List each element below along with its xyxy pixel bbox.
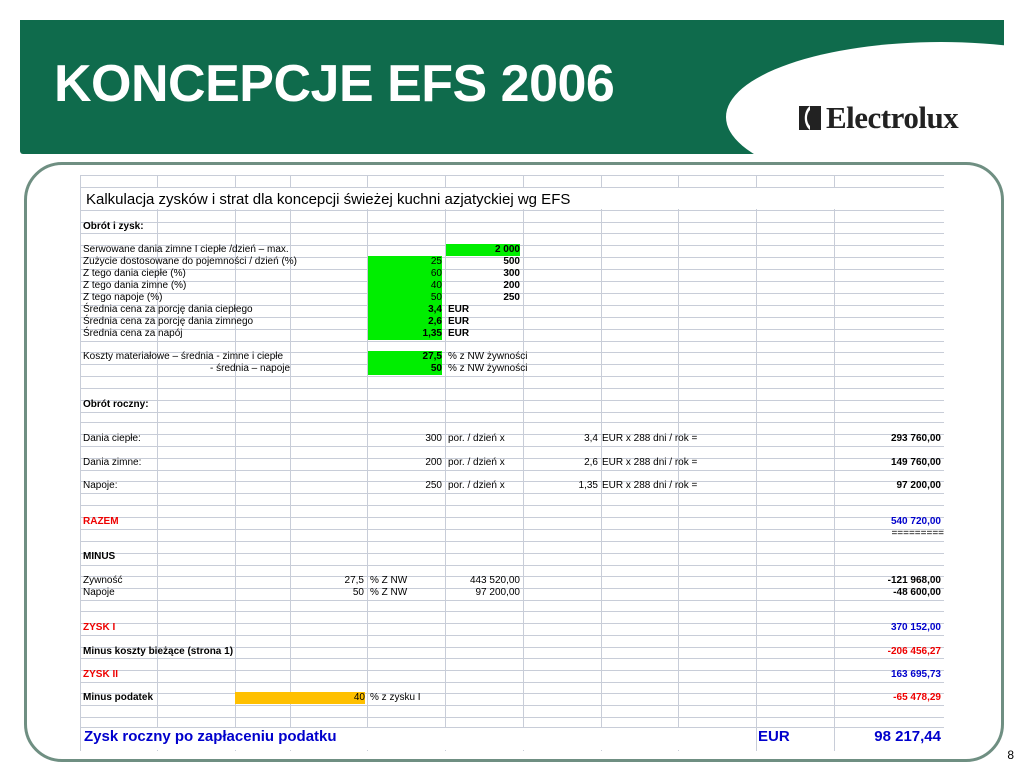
input-label: Z tego dania ciepłe (%)	[83, 268, 186, 279]
zysk2-label: ZYSK II	[83, 669, 119, 680]
material-cost-label: - średnia – napoje	[210, 363, 291, 374]
zysk1-value: 370 152,00	[890, 622, 941, 633]
input-value: 25	[368, 256, 442, 268]
final-label: Zysk roczny po zapłaceniu podatku	[84, 728, 337, 745]
input-value: 3,4	[368, 304, 442, 316]
minus-row-pct: 27,5	[344, 575, 364, 586]
section-annual: Obrót roczny:	[83, 399, 149, 410]
annual-calc: EUR x 288 dni / rok =	[602, 457, 698, 468]
tax-label: Minus podatek	[83, 692, 154, 703]
header-banner	[20, 20, 1004, 154]
annual-qty: 300	[425, 433, 442, 444]
annual-price: 1,35	[578, 480, 598, 491]
brand-name: Electrolux	[826, 100, 959, 135]
material-cost-value: 27,5	[368, 351, 442, 363]
input-label: Średnia cena za porcję dania zimnego	[83, 316, 254, 327]
input-result: 250	[503, 292, 520, 303]
razem-label: RAZEM	[83, 516, 119, 527]
input-label: Średnia cena za napój	[83, 328, 183, 339]
input-label: Zużycie dostosowane do pojemności / dzień (%)	[83, 256, 297, 267]
minus-row-total: -48 600,00	[893, 587, 941, 598]
annual-qty: 250	[425, 480, 442, 491]
annual-label: Dania zimne:	[83, 457, 142, 468]
annual-label: Dania ciepłe:	[83, 433, 141, 444]
annual-qty: 200	[425, 457, 442, 468]
annual-per-day: por. / dzień x	[448, 480, 505, 491]
minus-row-label: Napoje	[83, 587, 115, 598]
annual-per-day: por. / dzień x	[448, 457, 505, 468]
annual-price: 2,6	[584, 457, 598, 468]
running-costs-label: Minus koszty bieżące (strona 1)	[83, 646, 234, 657]
input-result: 500	[503, 256, 520, 267]
annual-calc: EUR x 288 dni / rok =	[602, 433, 698, 444]
razem-value: 540 720,00	[890, 516, 941, 527]
annual-total: 97 200,00	[896, 480, 941, 491]
input-value: 1,35	[368, 328, 442, 340]
tax-pct: 40	[235, 692, 365, 704]
zysk1-label: ZYSK I	[83, 622, 116, 633]
input-unit: EUR	[448, 316, 470, 327]
annual-per-day: por. / dzień x	[448, 433, 505, 444]
input-value: 60	[368, 268, 442, 280]
minus-row-unit: % Z NW	[370, 575, 408, 586]
zysk2-value: 163 695,73	[890, 669, 941, 680]
material-cost-unit: % z NW żywności	[448, 351, 528, 362]
annual-total: 293 760,00	[890, 433, 941, 444]
tax-value: -65 478,29	[893, 692, 941, 703]
minus-row-base: 97 200,00	[475, 587, 520, 598]
brand-logo	[798, 98, 958, 138]
page-number: 8	[1007, 748, 1014, 762]
input-value: 40	[368, 280, 442, 292]
separator: =========	[891, 528, 944, 539]
minus-label: MINUS	[83, 551, 116, 562]
input-label: Z tego dania zimne (%)	[83, 280, 187, 291]
input-label: Średnia cena za porcję dania ciepłego	[83, 304, 253, 315]
input-label: Serwowane dania zimne I ciepłe /dzień – max.	[83, 244, 289, 255]
minus-row-unit: % Z NW	[370, 587, 408, 598]
input-result: 300	[503, 268, 520, 279]
minus-row-total: -121 968,00	[887, 575, 941, 586]
minus-row-base: 443 520,00	[469, 575, 520, 586]
input-label: Z tego napoje (%)	[83, 292, 163, 303]
material-cost-label: Koszty materiałowe – średnia - zimne i ciepłe	[83, 351, 284, 362]
final-value: 98 217,44	[874, 728, 941, 745]
electrolux-mark-icon	[798, 105, 822, 131]
annual-total: 149 760,00	[890, 457, 941, 468]
input-result: 200	[503, 280, 520, 291]
input-unit: EUR	[448, 304, 470, 315]
section-revenue: Obrót i zysk:	[83, 221, 144, 232]
annual-price: 3,4	[584, 433, 598, 444]
running-costs-value: -206 456,27	[887, 646, 941, 657]
minus-row-label: Zywność	[83, 575, 123, 586]
annual-calc: EUR x 288 dni / rok =	[602, 480, 698, 491]
table-caption: Kalkulacja zysków i strat dla koncepcji świeżej kuchni azjatyckiej wg EFS	[86, 191, 571, 208]
tax-unit: % z zysku I	[370, 692, 421, 703]
material-cost-value: 50	[368, 363, 442, 375]
annual-label: Napoje:	[83, 480, 118, 491]
input-result: 2 000	[446, 244, 520, 256]
material-cost-unit: % z NW żywności	[448, 363, 528, 374]
final-currency: EUR	[758, 728, 790, 745]
input-value: 2,6	[368, 316, 442, 328]
spreadsheet	[80, 175, 944, 751]
input-value: 50	[368, 292, 442, 304]
page-title: KONCEPCJE EFS 2006	[54, 55, 615, 113]
input-unit: EUR	[448, 328, 470, 339]
minus-row-pct: 50	[352, 587, 364, 598]
